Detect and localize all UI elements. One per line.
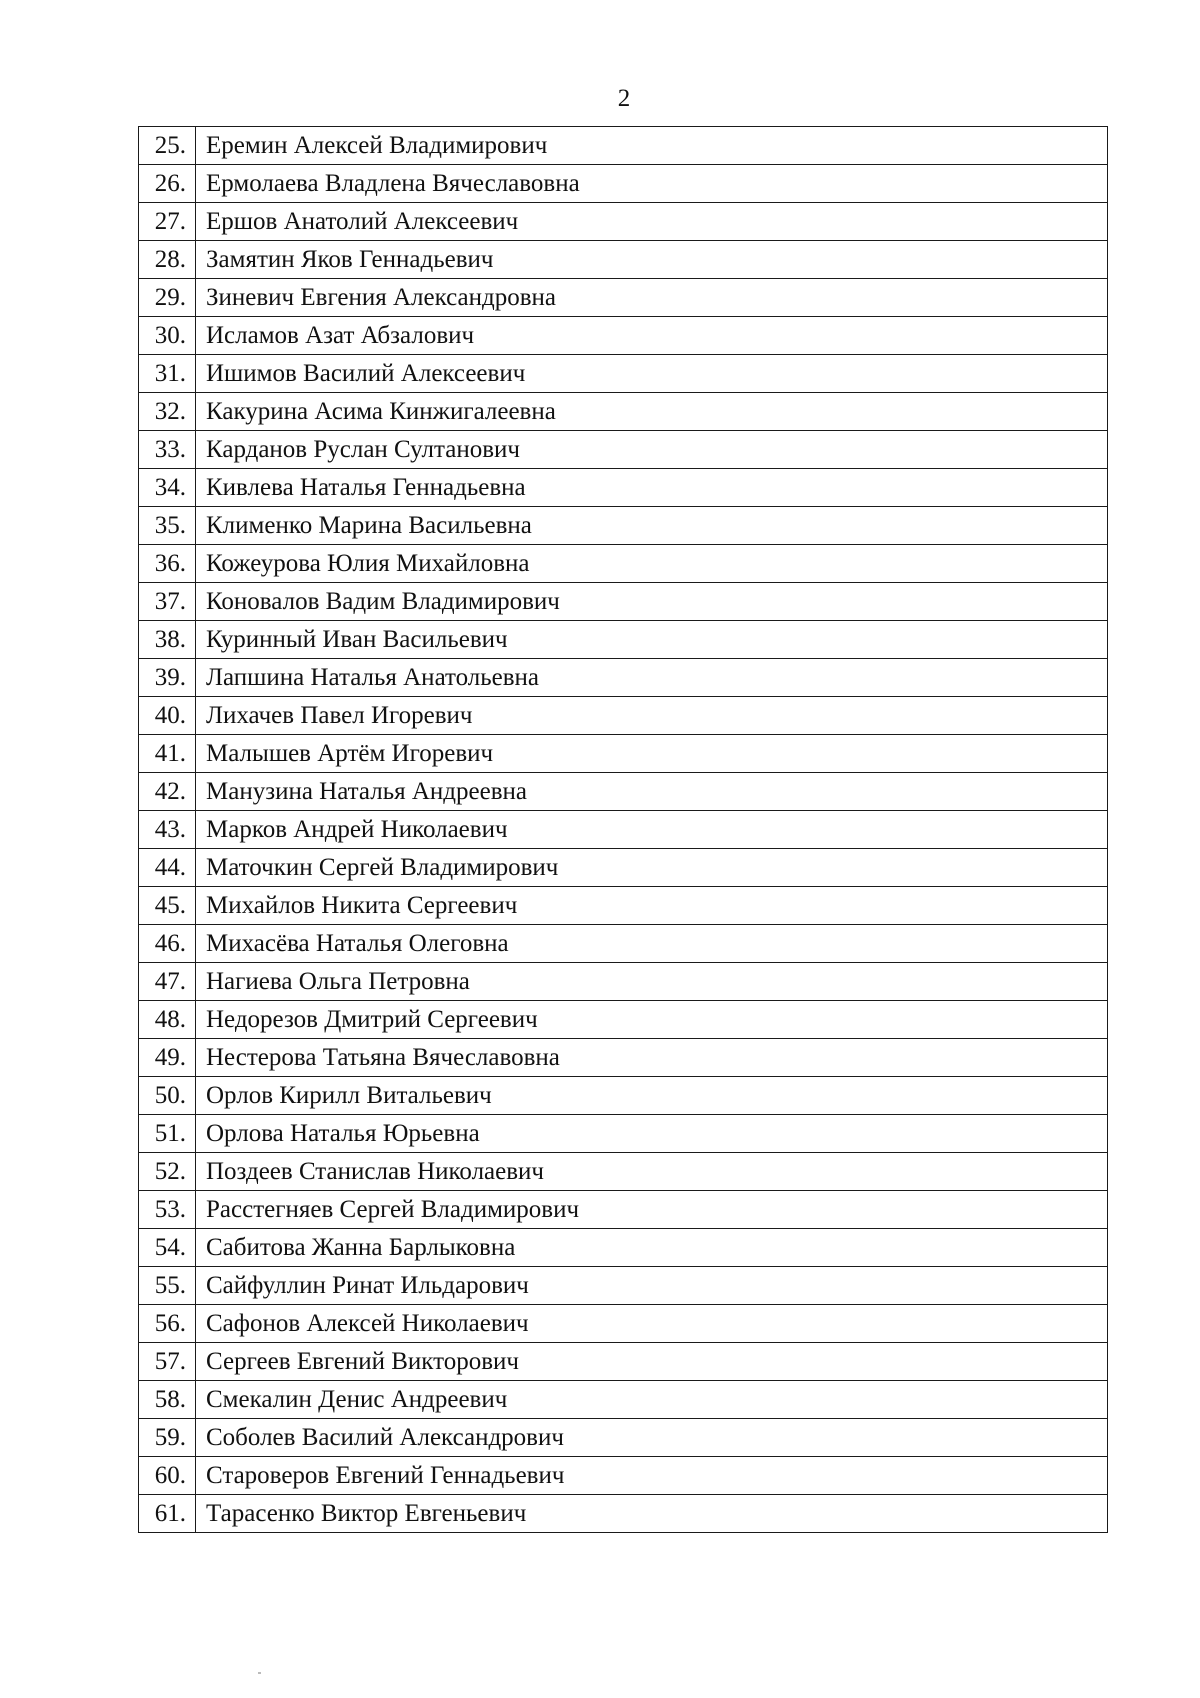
- table-row: [139, 1115, 1108, 1153]
- page-number: 2: [617, 85, 631, 112]
- row-number-cell: 56.: [139, 1305, 196, 1343]
- full-name-cell: Соболев Василий Александрович: [196, 1419, 1108, 1457]
- full-name-cell: Замятин Яков Геннадьевич: [196, 241, 1108, 279]
- table-row: [139, 1153, 1108, 1191]
- table-row: [139, 1495, 1108, 1533]
- table-row: [139, 963, 1108, 1001]
- row-number-cell: 35.: [139, 507, 196, 545]
- full-name-cell: Поздеев Станислав Николаевич: [196, 1153, 1108, 1191]
- table-row: [139, 621, 1108, 659]
- table-row: [139, 469, 1108, 507]
- full-name-cell: Ермолаева Владлена Вячеславовна: [196, 165, 1108, 203]
- table-row: [139, 925, 1108, 963]
- full-name-cell: Нагиева Ольга Петровна: [196, 963, 1108, 1001]
- full-name-cell: Исламов Азат Абзалович: [196, 317, 1108, 355]
- roster-table-body: [139, 127, 1108, 1533]
- table-row: [139, 1343, 1108, 1381]
- table-row: [139, 1001, 1108, 1039]
- row-number-cell: 46.: [139, 925, 196, 963]
- full-name-cell: Коновалов Вадим Владимирович: [196, 583, 1108, 621]
- full-name-cell: Ершов Анатолий Алексеевич: [196, 203, 1108, 241]
- row-number-cell: 53.: [139, 1191, 196, 1229]
- row-number-cell: 26.: [139, 165, 196, 203]
- full-name-cell: Кивлева Наталья Геннадьевна: [196, 469, 1108, 507]
- table-row: [139, 887, 1108, 925]
- row-number-cell: 32.: [139, 393, 196, 431]
- full-name-cell: Сафонов Алексей Николаевич: [196, 1305, 1108, 1343]
- full-name-cell: Какурина Асима Кинжигалеевна: [196, 393, 1108, 431]
- row-number-cell: 59.: [139, 1419, 196, 1457]
- table-row: [139, 583, 1108, 621]
- full-name-cell: Нестерова Татьяна Вячеславовна: [196, 1039, 1108, 1077]
- full-name-cell: Сергеев Евгений Викторович: [196, 1343, 1108, 1381]
- row-number-cell: 44.: [139, 849, 196, 887]
- row-number-cell: 31.: [139, 355, 196, 393]
- table-row: [139, 1419, 1108, 1457]
- table-row: [139, 697, 1108, 735]
- row-number-cell: 28.: [139, 241, 196, 279]
- row-number-cell: 57.: [139, 1343, 196, 1381]
- row-number-cell: 48.: [139, 1001, 196, 1039]
- row-number-cell: 34.: [139, 469, 196, 507]
- table-row: [139, 1191, 1108, 1229]
- table-row: [139, 1077, 1108, 1115]
- row-number-cell: 41.: [139, 735, 196, 773]
- table-row: [139, 279, 1108, 317]
- row-number-cell: 54.: [139, 1229, 196, 1267]
- full-name-cell: Лихачев Павел Игоревич: [196, 697, 1108, 735]
- full-name-cell: Ишимов Василий Алексеевич: [196, 355, 1108, 393]
- row-number-cell: 30.: [139, 317, 196, 355]
- row-number-cell: 49.: [139, 1039, 196, 1077]
- full-name-cell: Маточкин Сергей Владимирович: [196, 849, 1108, 887]
- full-name-cell: Сабитова Жанна Барлыковна: [196, 1229, 1108, 1267]
- table-row: [139, 545, 1108, 583]
- row-number-cell: 60.: [139, 1457, 196, 1495]
- row-number-cell: 50.: [139, 1077, 196, 1115]
- full-name-cell: Еремин Алексей Владимирович: [196, 127, 1108, 165]
- full-name-cell: Манузина Наталья Андреевна: [196, 773, 1108, 811]
- full-name-cell: Михайлов Никита Сергеевич: [196, 887, 1108, 925]
- full-name-cell: Кожеурова Юлия Михайловна: [196, 545, 1108, 583]
- row-number-cell: 33.: [139, 431, 196, 469]
- table-row: [139, 849, 1108, 887]
- table-row: [139, 1457, 1108, 1495]
- table-row: [139, 393, 1108, 431]
- table-row: [139, 1039, 1108, 1077]
- full-name-cell: Зиневич Евгения Александровна: [196, 279, 1108, 317]
- table-row: [139, 203, 1108, 241]
- full-name-cell: Сайфуллин Ринат Ильдарович: [196, 1267, 1108, 1305]
- full-name-cell: Карданов Руслан Султанович: [196, 431, 1108, 469]
- row-number-cell: 38.: [139, 621, 196, 659]
- row-number-cell: 55.: [139, 1267, 196, 1305]
- full-name-cell: Расстегняев Сергей Владимирович: [196, 1191, 1108, 1229]
- row-number-cell: 37.: [139, 583, 196, 621]
- row-number-cell: 47.: [139, 963, 196, 1001]
- full-name-cell: Куринный Иван Васильевич: [196, 621, 1108, 659]
- full-name-cell: Орлов Кирилл Витальевич: [196, 1077, 1108, 1115]
- table-row: [139, 165, 1108, 203]
- row-number-cell: 40.: [139, 697, 196, 735]
- row-number-cell: 27.: [139, 203, 196, 241]
- row-number-cell: 61.: [139, 1495, 196, 1533]
- full-name-cell: Тарасенко Виктор Евгеньевич: [196, 1495, 1108, 1533]
- row-number-cell: 39.: [139, 659, 196, 697]
- table-row: [139, 1229, 1108, 1267]
- row-number-cell: 42.: [139, 773, 196, 811]
- row-number-cell: 51.: [139, 1115, 196, 1153]
- row-number-cell: 25.: [139, 127, 196, 165]
- full-name-cell: Клименко Марина Васильевна: [196, 507, 1108, 545]
- table-row: [139, 1267, 1108, 1305]
- full-name-cell: Лапшина Наталья Анатольевна: [196, 659, 1108, 697]
- row-number-cell: 52.: [139, 1153, 196, 1191]
- table-row: [139, 1305, 1108, 1343]
- row-number-cell: 36.: [139, 545, 196, 583]
- full-name-cell: Малышев Артём Игоревич: [196, 735, 1108, 773]
- row-number-cell: 45.: [139, 887, 196, 925]
- table-row: [139, 507, 1108, 545]
- table-row: [139, 317, 1108, 355]
- full-name-cell: Недорезов Дмитрий Сергеевич: [196, 1001, 1108, 1039]
- table-row: [139, 735, 1108, 773]
- table-row: [139, 431, 1108, 469]
- table-row: [139, 659, 1108, 697]
- scan-speck: [258, 1672, 261, 1674]
- table-row: [139, 1381, 1108, 1419]
- row-number-cell: 58.: [139, 1381, 196, 1419]
- table-row: [139, 355, 1108, 393]
- row-number-cell: 29.: [139, 279, 196, 317]
- full-name-cell: Смекалин Денис Андреевич: [196, 1381, 1108, 1419]
- full-name-cell: Марков Андрей Николаевич: [196, 811, 1108, 849]
- table-row: [139, 241, 1108, 279]
- full-name-cell: Орлова Наталья Юрьевна: [196, 1115, 1108, 1153]
- full-name-cell: Староверов Евгений Геннадьевич: [196, 1457, 1108, 1495]
- roster-table: [138, 126, 1108, 1533]
- table-row: [139, 773, 1108, 811]
- table-row: [139, 811, 1108, 849]
- full-name-cell: Михасёва Наталья Олеговна: [196, 925, 1108, 963]
- row-number-cell: 43.: [139, 811, 196, 849]
- table-row: [139, 127, 1108, 165]
